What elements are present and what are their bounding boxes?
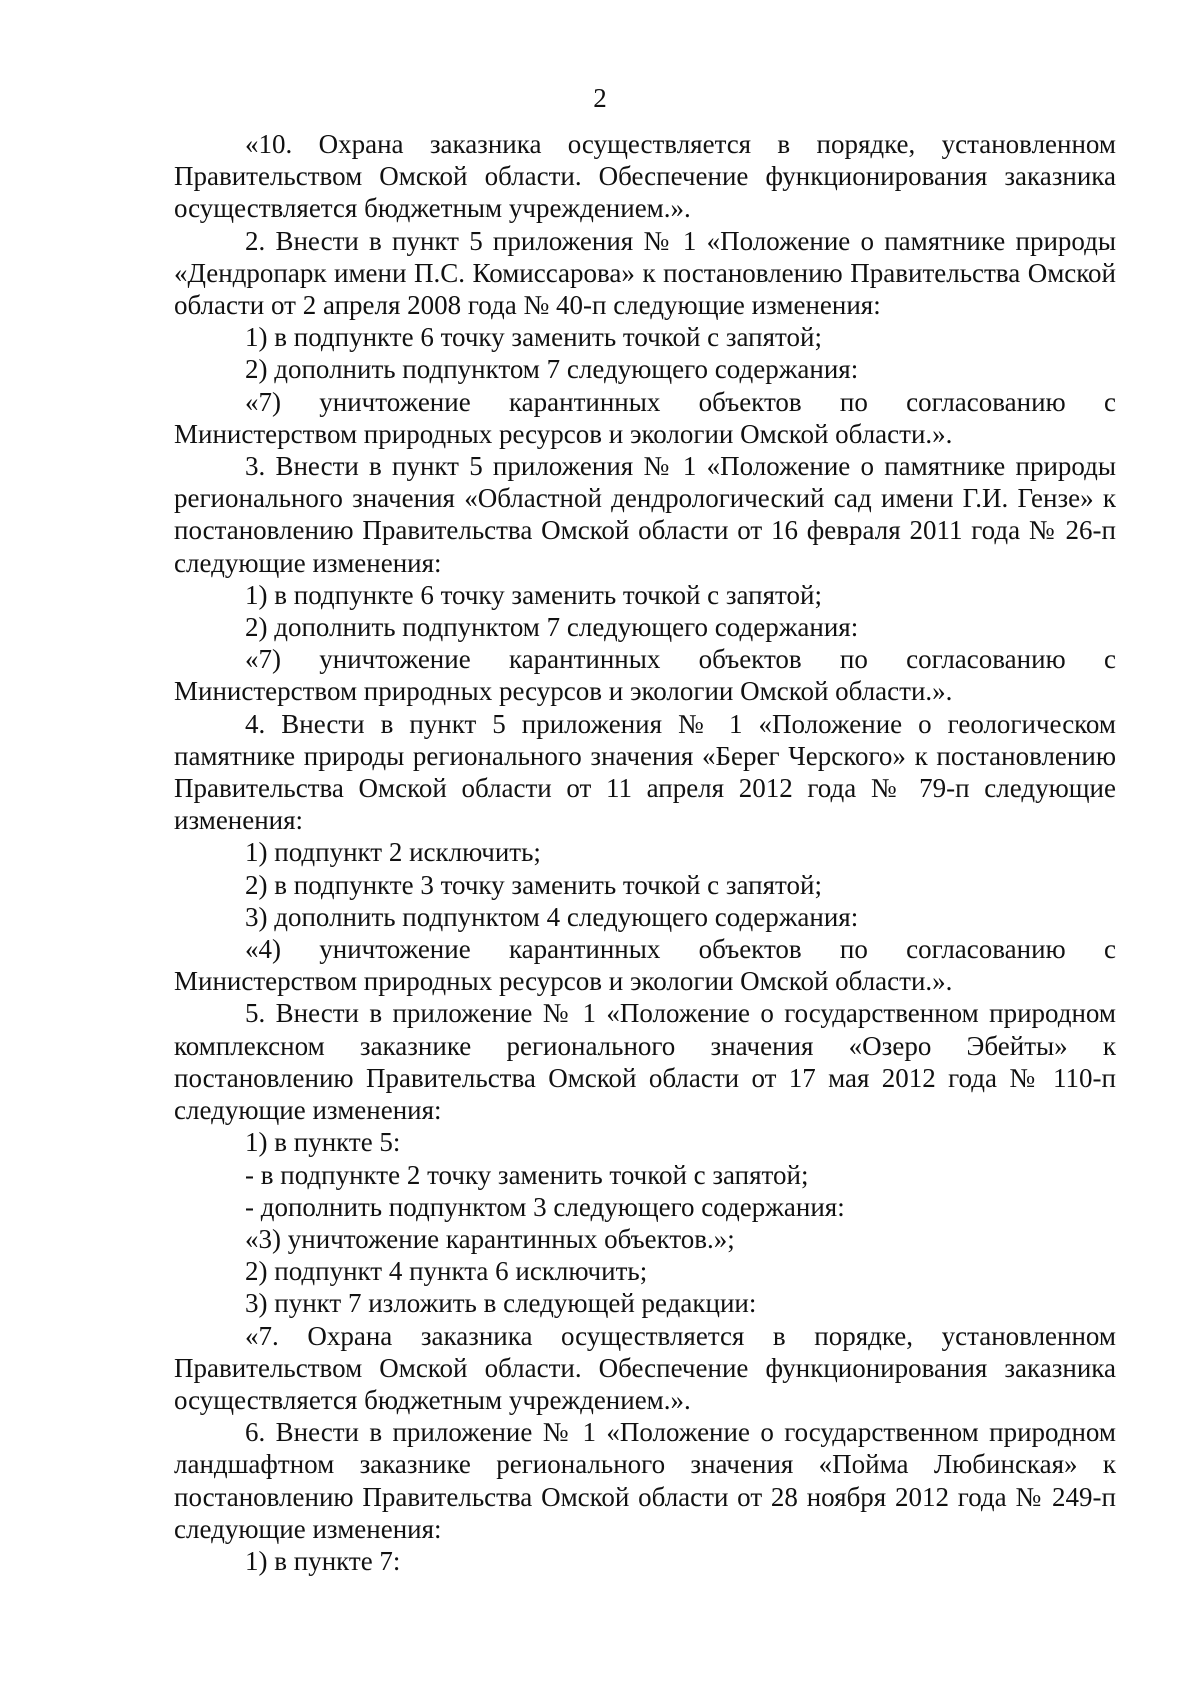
- paragraph: 5. Внести в приложение № 1 «Положение о государственном природном комплексном заказнике регионального значения «Озеро Эбейты» к постановлению Правительства Омской области от 17 мая 2012 года № 110-п следующие изменения:: [174, 998, 1116, 1126]
- paragraph: 2) в подпункте 3 точку заменить точкой с запятой;: [245, 869, 822, 900]
- paragraph: 2) дополнить подпунктом 7 следующего содержания:: [245, 354, 859, 385]
- paragraph: 6. Внести в приложение № 1 «Положение о государственном природном ландшафтном заказнике регионального значения «Пойма Любинская» к постановлению Правительства Омской области от 28 ноября 2012 года № 249-п следующие изменения:: [174, 1417, 1116, 1544]
- paragraph: 3. Внести в пункт 5 приложения № 1 «Положение о памятнике природы регионального значения «Областной дендрологический сад имени Г.И. Гензе» к постановлению Правительства Омской области от 16 февраля 2011 года № 26-п следующие изменения:: [174, 451, 1116, 578]
- paragraph: «7) уничтожение карантинных объектов по согласованию с Министерством природных ресурсов и экологии Омской области.».: [174, 644, 1116, 707]
- paragraph: 1) в пункте 5:: [245, 1127, 401, 1158]
- paragraph: 2. Внести в пункт 5 приложения № 1 «Положение о памятнике природы «Дендропарк имени П.С. Комиссарова» к постановлению Правительства Омской области от 2 апреля 2008 года № 40-п следующие изменения:: [174, 225, 1116, 321]
- paragraph: «7) уничтожение карантинных объектов по согласованию с Министерством природных ресурсов и экологии Омской области.».: [174, 386, 1116, 449]
- paragraph: 1) в подпункте 6 точку заменить точкой с запятой;: [245, 579, 822, 610]
- paragraph: «10. Охрана заказника осуществляется в порядке, установленном Правительством Омской области. Обеспечение функционирования заказника осуществляется бюджетным учреждением.».: [174, 129, 1116, 224]
- paragraph: 3) дополнить подпунктом 4 следующего содержания:: [245, 901, 859, 932]
- paragraph: 1) подпункт 2 исключить;: [245, 837, 541, 868]
- page-number: 2: [593, 83, 607, 113]
- paragraph: 2) дополнить подпунктом 7 следующего содержания:: [245, 612, 859, 643]
- paragraph: 2) подпункт 4 пункта 6 исключить;: [245, 1256, 648, 1287]
- paragraph: - в подпункте 2 точку заменить точкой с запятой;: [245, 1159, 809, 1190]
- paragraph: «3) уничтожение карантинных объектов.»;: [245, 1223, 735, 1254]
- paragraph: 1) в подпункте 6 точку заменить точкой с запятой;: [245, 322, 822, 353]
- paragraph: - дополнить подпунктом 3 следующего содержания:: [245, 1191, 845, 1222]
- paragraph: «4) уничтожение карантинных объектов по согласованию с Министерством природных ресурсов и экологии Омской области.».: [174, 934, 1116, 997]
- document-body: [174, 128, 1116, 1577]
- paragraph: «7. Охрана заказника осуществляется в порядке, установленном Правительством Омской области. Обеспечение функционирования заказника осуществляется бюджетным учреждением.».: [174, 1320, 1116, 1415]
- paragraph: 3) пункт 7 изложить в следующей редакции:: [245, 1288, 757, 1319]
- paragraph: 4. Внести в пункт 5 приложения № 1 «Положение о геологическом памятнике природы регионального значения «Берег Черского» к постановлению Правительства Омской области от 11 апреля 2012 года № 79-п следующие изменения:: [174, 708, 1116, 836]
- paragraph: 1) в пункте 7:: [245, 1545, 401, 1576]
